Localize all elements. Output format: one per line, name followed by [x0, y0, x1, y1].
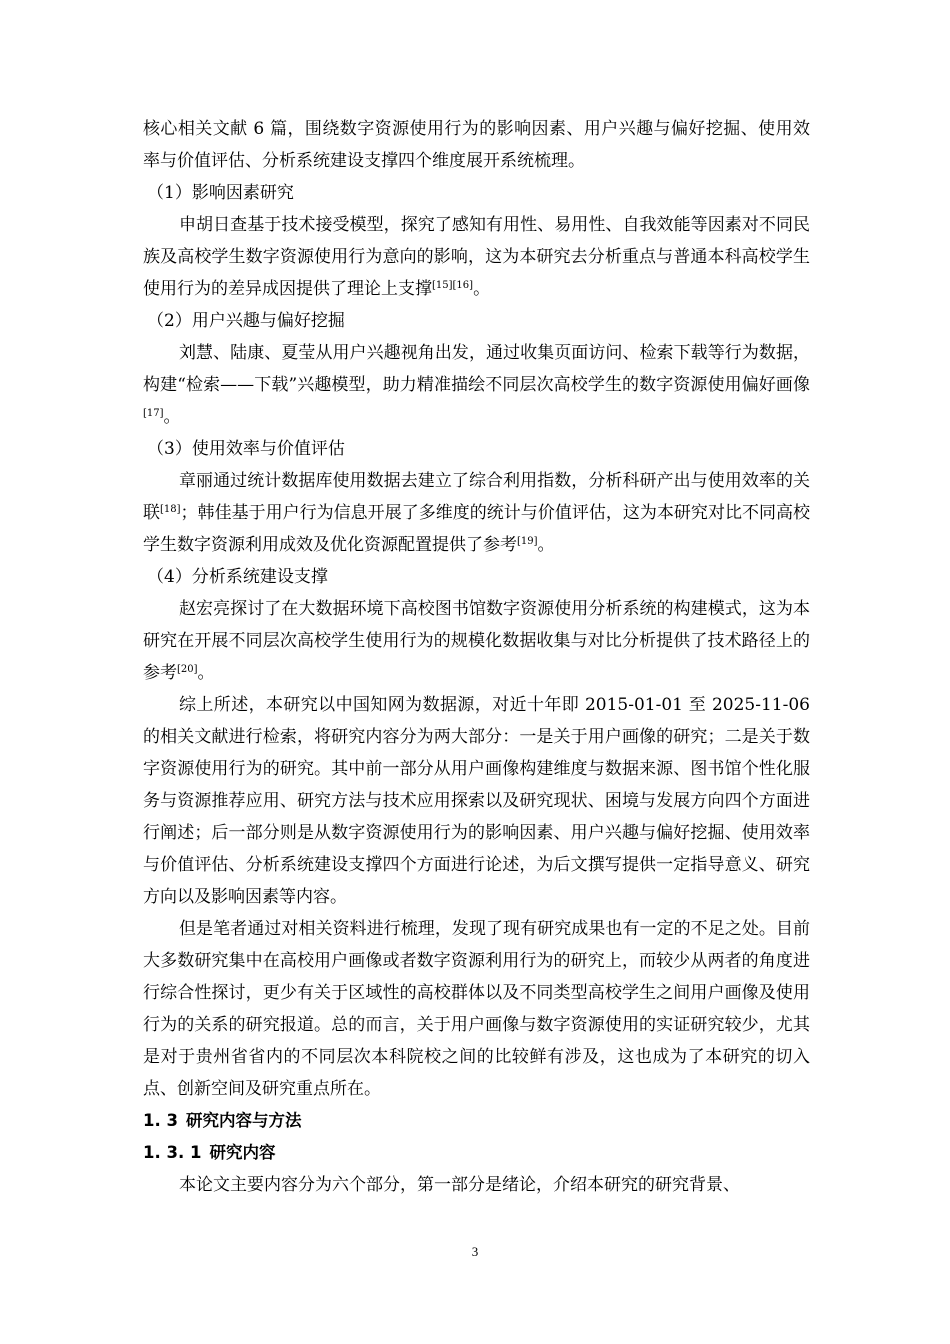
paragraph-text: ；韩佳基于用户行为信息开展了多维度的统计与价值评估，这为本研究对比不同高校学生数字资源利用成效及优化资源配置提供了参考 [143, 503, 811, 555]
punctuation: 。 [473, 279, 491, 299]
punctuation: 。 [163, 407, 181, 427]
paragraph-intro-continuation [143, 113, 810, 177]
section-title: 研究内容与方法 [185, 1111, 302, 1130]
page-body [143, 113, 810, 1201]
section-heading-1-3 [143, 1105, 810, 1137]
section-title: 研究内容 [209, 1143, 276, 1162]
paragraph-text: 申胡日查基于技术接受模型，探究了感知有用性、易用性、自我效能等因素对不同民族及高校学生数字资源使用行为意向的影响，这为本研究去分析重点与普通本科高校学生使用行为的差异成因提供了理论上支撑 [143, 215, 810, 299]
subsection-label-user-interest: （2）用户兴趣与偏好挖掘 [147, 311, 345, 331]
section-number: 1. 3 [143, 1111, 178, 1130]
paragraph-limitations: 但是笔者通过对相关资料进行梳理，发现了现有研究成果也有一定的不足之处。目前大多数研究集中在高校用户画像或者数字资源利用行为的研究上，而较少从两者的角度进行综合性探讨，更少有关于区域性的高校群体以及不同类型高校学生之间用户画像及使用行为的关系的研究报道。总的而言，关于用户画像与数字资源使用的实证研究较少，尤其是对于贵州省省内的不同层次本科院校之间的比较鲜有涉及，这也成为了本研究的切入点、创新空间及研究重点所在。 [143, 919, 810, 1099]
paragraph-system-support [143, 593, 810, 689]
paragraph-summary: 综上所述，本研究以中国知网为数据源，对近十年即 2015-01-01 至 2025-11-06 的相关文献进行检索，将研究内容分为两大部分：一是关于用户画像的研究；二是关于数字资源使用行为的研究。其中前一部分从用户画像构建维度与数据来源、图书馆个性化服务与资源推荐应用、研究方法与技术应用探索以及研究现状、困境与发展方向四个方面进行阐述；后一部分则是从数字资源使用行为的影响因素、用户兴趣与偏好挖掘、使用效率与价值评估、分析系统建设支撑四个方面进行论述，为后文撰写提供一定指导意义、研究方向以及影响因素等内容。 [143, 695, 810, 907]
paragraph-text: 核心相关文献 6 篇，围绕数字资源使用行为的影响因素、用户兴趣与偏好挖掘、使用效率与价值评估、分析系统建设支撑四个维度展开系统梳理。 [143, 119, 810, 171]
punctuation: 。 [537, 535, 555, 555]
paragraph-text: 赵宏亮探讨了在大数据环境下高校图书馆数字资源使用分析系统的构建模式，这为本研究在开展不同层次高校学生使用行为的规模化数据收集与对比分析提供了技术路径上的参考 [143, 599, 810, 683]
section-heading-1-3-1 [143, 1137, 810, 1169]
paragraph-research-content: 本论文主要内容分为六个部分，第一部分是绪论，介绍本研究的研究背景、 [179, 1175, 740, 1195]
paragraph-user-interest [143, 337, 810, 433]
citation: [15][16] [432, 280, 474, 291]
punctuation: 。 [197, 663, 215, 683]
citation: [17] [143, 408, 164, 419]
page-number: 3 [471, 1244, 479, 1259]
paragraph-text: 刘慧、陆康、夏莹从用户兴趣视角出发，通过收集页面访问、检索下载等行为数据，构建“检索——下载”兴趣模型，助力精准描绘不同层次高校学生的数字资源使用偏好画像 [143, 343, 810, 395]
paragraph-text: 章丽通过统计数据库使用数据去建立了综合利用指数，分析科研产出与使用效率的关联 [143, 471, 810, 523]
section-number: 1. 3. 1 [143, 1143, 202, 1162]
subsection-label-system-support: （4）分析系统建设支撑 [147, 567, 328, 587]
paragraph-efficiency-value [143, 465, 810, 561]
citation: [18] [160, 504, 181, 515]
subsection-label-efficiency-value: （3）使用效率与价值评估 [147, 439, 345, 459]
subsection-label-influencing-factors: （1）影响因素研究 [147, 183, 294, 203]
paragraph-influencing-factors [143, 209, 810, 305]
citation: [20] [177, 664, 198, 675]
citation: [19] [517, 536, 538, 547]
